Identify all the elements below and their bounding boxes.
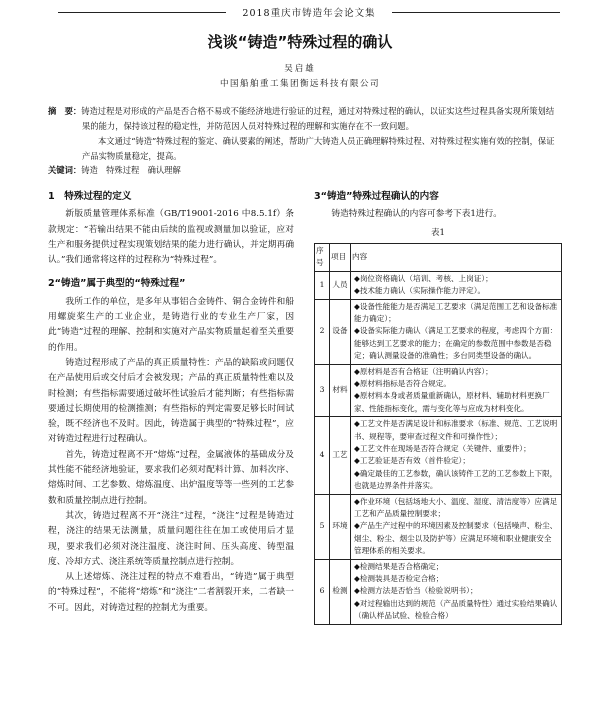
content-line: ◆原材料本身或者质量重新确认，原材料、辅助材料更换厂家、性能指标变化，需与变化等与应成为材料变化。 <box>354 391 550 413</box>
section-3-intro: 铸造特殊过程确认的内容可参考下表1进行。 <box>331 209 502 220</box>
content-line: ◆工艺文件在现场是否符合规定（关键件、重要件）； <box>354 443 531 453</box>
content-line: ◆工艺验证是否有效（首件验定）； <box>354 456 470 466</box>
abstract-label: 摘 要： <box>48 106 82 116</box>
keywords-list: 铸造 特殊过程 确认理解 <box>81 165 181 175</box>
running-head-text: 2018重庆市铸造年会论文集 <box>242 8 376 19</box>
row-number: 5 <box>315 494 330 559</box>
section-1-heading: 1 特殊过程的定义 <box>48 191 132 202</box>
row-content <box>351 271 562 299</box>
table-header-row <box>315 243 562 271</box>
table-title: 表1 <box>431 227 445 238</box>
content-line: ◆产品生产过程中的环境因素及控制要求（包括噪声、粉尘、烟尘、粉尘、烟尘以及防护等）应满足环境和职业健康安全管理体系的相关要求。 <box>354 521 558 556</box>
row-item: 材料 <box>330 364 351 417</box>
table-row <box>315 271 562 299</box>
table-row <box>315 559 562 624</box>
keywords-label: 关键词： <box>48 165 82 175</box>
section-2-heading: 2“铸造”属于典型的“特殊过程” <box>48 278 186 290</box>
content-line: ◆工艺文件是否满足设计和标准要求（标准、规范、工艺说明书、规程等，要审查过程文件和可操作性）； <box>354 419 558 441</box>
table-row <box>315 417 562 494</box>
content-line: ◆检测装具是否检定合格； <box>354 574 444 584</box>
row-item: 环境 <box>330 494 351 559</box>
section-2-para-2: 铸造过程形成了产品的真正质量特性：产品的缺陷或问题仅在产品使用后或交付后才会被发现；产品的真正质量特性难以及时检测；有些指标需要通过破坏性试验后才能判断；有些指标需要通过长期使用的检测推测；有些指标的判定需要足够长时间试验，既不经济也不及时。因此，铸造属于典型的“特殊过程”，应对铸造过程进行过程确认。 <box>48 357 294 445</box>
table-row <box>315 494 562 559</box>
section-2-para-1: 我所工作的单位，是多年从事铝合金铸件、铜合金铸件和船用螺旋桨生产的工业企业，是铸造行业的专业生产厂家，因此“铸造”过程的理解、控制和实施对产品实物质量起着至关重要的作用。 <box>48 296 294 353</box>
content-line: ◆设备实际能力确认（满足工艺要求的程度，考虑四个方面：能够达到工艺要求的能力；在确定的参数范围中参数是否稳定；确认测量设备的准确性；多台同类型设备的确认。 <box>354 326 558 361</box>
content-line: ◆确定最佳的工艺参数，确认该铸件工艺的工艺参数上下限，也就是边界条件并落实。 <box>354 468 558 491</box>
abstract-para-2: 本文通过“铸造”特殊过程的鉴定、确认要素的阐述，帮助广大铸造人员正确理解特殊过程、对特殊过程实施有效的控制，保证产品实物质量稳定，提高。 <box>82 136 555 161</box>
content-line: ◆原材料是否有合格证（注明确认内容）； <box>354 366 493 376</box>
row-number: 2 <box>315 299 330 364</box>
row-content <box>351 494 562 559</box>
running-header <box>58 4 560 20</box>
row-item: 工艺 <box>330 417 351 494</box>
paper-title: 浅谈“铸造”特殊过程的确认 <box>207 33 393 51</box>
row-content <box>351 364 562 417</box>
content-line: ◆作业环境（包括场地大小、温度、湿度、清洁度等）应满足工艺和产品质量控制要求； <box>354 496 558 519</box>
row-item: 人员 <box>330 271 351 299</box>
abstract <box>48 104 558 164</box>
author-affiliation: 中国船舶重工集团衡远科技有限公司 <box>219 79 380 89</box>
row-number: 1 <box>315 271 330 299</box>
table-header-no: 序号 <box>315 243 330 271</box>
table-row <box>315 299 562 364</box>
row-item: 检测 <box>330 559 351 624</box>
content-line: ◆检测方法是否恰当（检验说明书）； <box>354 586 478 596</box>
row-number: 6 <box>315 559 330 624</box>
content-line: ◆原材料指标是否符合规定。 <box>354 378 451 388</box>
section-2-para-4: 其次，铸造过程离不开“浇注”过程，“浇注”过程是铸造过程，浇注的结果无法测量，质量问题往往在加工或使用后才显现，要求我们必须对浇注温度、浇注时间、压头高度、铸型温度、冷却方式、浇注系统等质量控制点进行控制。 <box>48 510 294 567</box>
content-line: ◆检测结果是否合格确定； <box>354 561 444 571</box>
row-content <box>351 559 562 624</box>
table-header-item: 项目 <box>330 243 351 271</box>
row-content <box>351 417 562 494</box>
content-line: ◆技术能力确认（实际操作能力评定）。 <box>354 286 486 296</box>
table-row <box>315 364 562 417</box>
row-number: 4 <box>315 417 330 494</box>
table-body <box>315 271 562 624</box>
keywords-line <box>48 164 181 176</box>
right-column <box>314 185 562 625</box>
content-line: ◆对过程输出达到的规范（产品质量特性）通过实验结果确认（确认样品试验、检验合格） <box>354 598 558 621</box>
confirmation-table <box>314 243 562 625</box>
row-number: 3 <box>315 364 330 417</box>
section-1-para-1: 新版质量管理体系标准（GB/T19001-2016 中8.5.1f）条款规定：“若输出结果不能由后续的监视或测量加以验证，应对生产和服务提供过程实现策划结果的能力进行确认，并定期再确认。”我们通常将这样的过程称为“特殊过程”。 <box>48 209 294 266</box>
author-name: 吴启雄 <box>284 64 316 74</box>
table-header-content: 内容 <box>351 243 562 271</box>
header-rule-right <box>392 12 560 13</box>
section-2-para-5: 从上述熔炼、浇注过程的特点不难看出，“铸造”属于典型的“特殊过程”，不能将“熔炼”和“浇注”二者割裂开来，二者缺一不可。因此，对铸造过程的控制尤为重要。 <box>48 572 294 613</box>
abstract-para-1: 摘 要：铸造过程是对形成的产品是否合格不易或不能经济地进行验证的过程，通过对特殊过程的确认，以证实这些过程具备实现所策划结果的能力，保持该过程的稳定性，并防范因人员对特殊过程的理解和实施存在不一致问题。 <box>48 106 555 131</box>
row-item: 设备 <box>330 299 351 364</box>
content-line: ◆岗位资格确认（培训、考核、上岗证）； <box>354 273 493 283</box>
section-3-heading: 3“铸造”特殊过程确认的内容 <box>314 191 439 202</box>
row-content <box>351 299 562 364</box>
section-2-para-3: 首先，铸造过程离不开“熔炼”过程，金属液体的基础成分及其性能不能经济地验证，要求我们必须对配料计算、加料次序、熔炼时间、工艺参数、熔炼温度、出炉温度等等一些列的工艺参数和质量控制点进行控制。 <box>48 449 294 506</box>
left-column <box>48 185 294 616</box>
content-line: ◆设备性能能力是否满足工艺要求（满足范围工艺和设备标准能力确定）； <box>354 301 558 323</box>
